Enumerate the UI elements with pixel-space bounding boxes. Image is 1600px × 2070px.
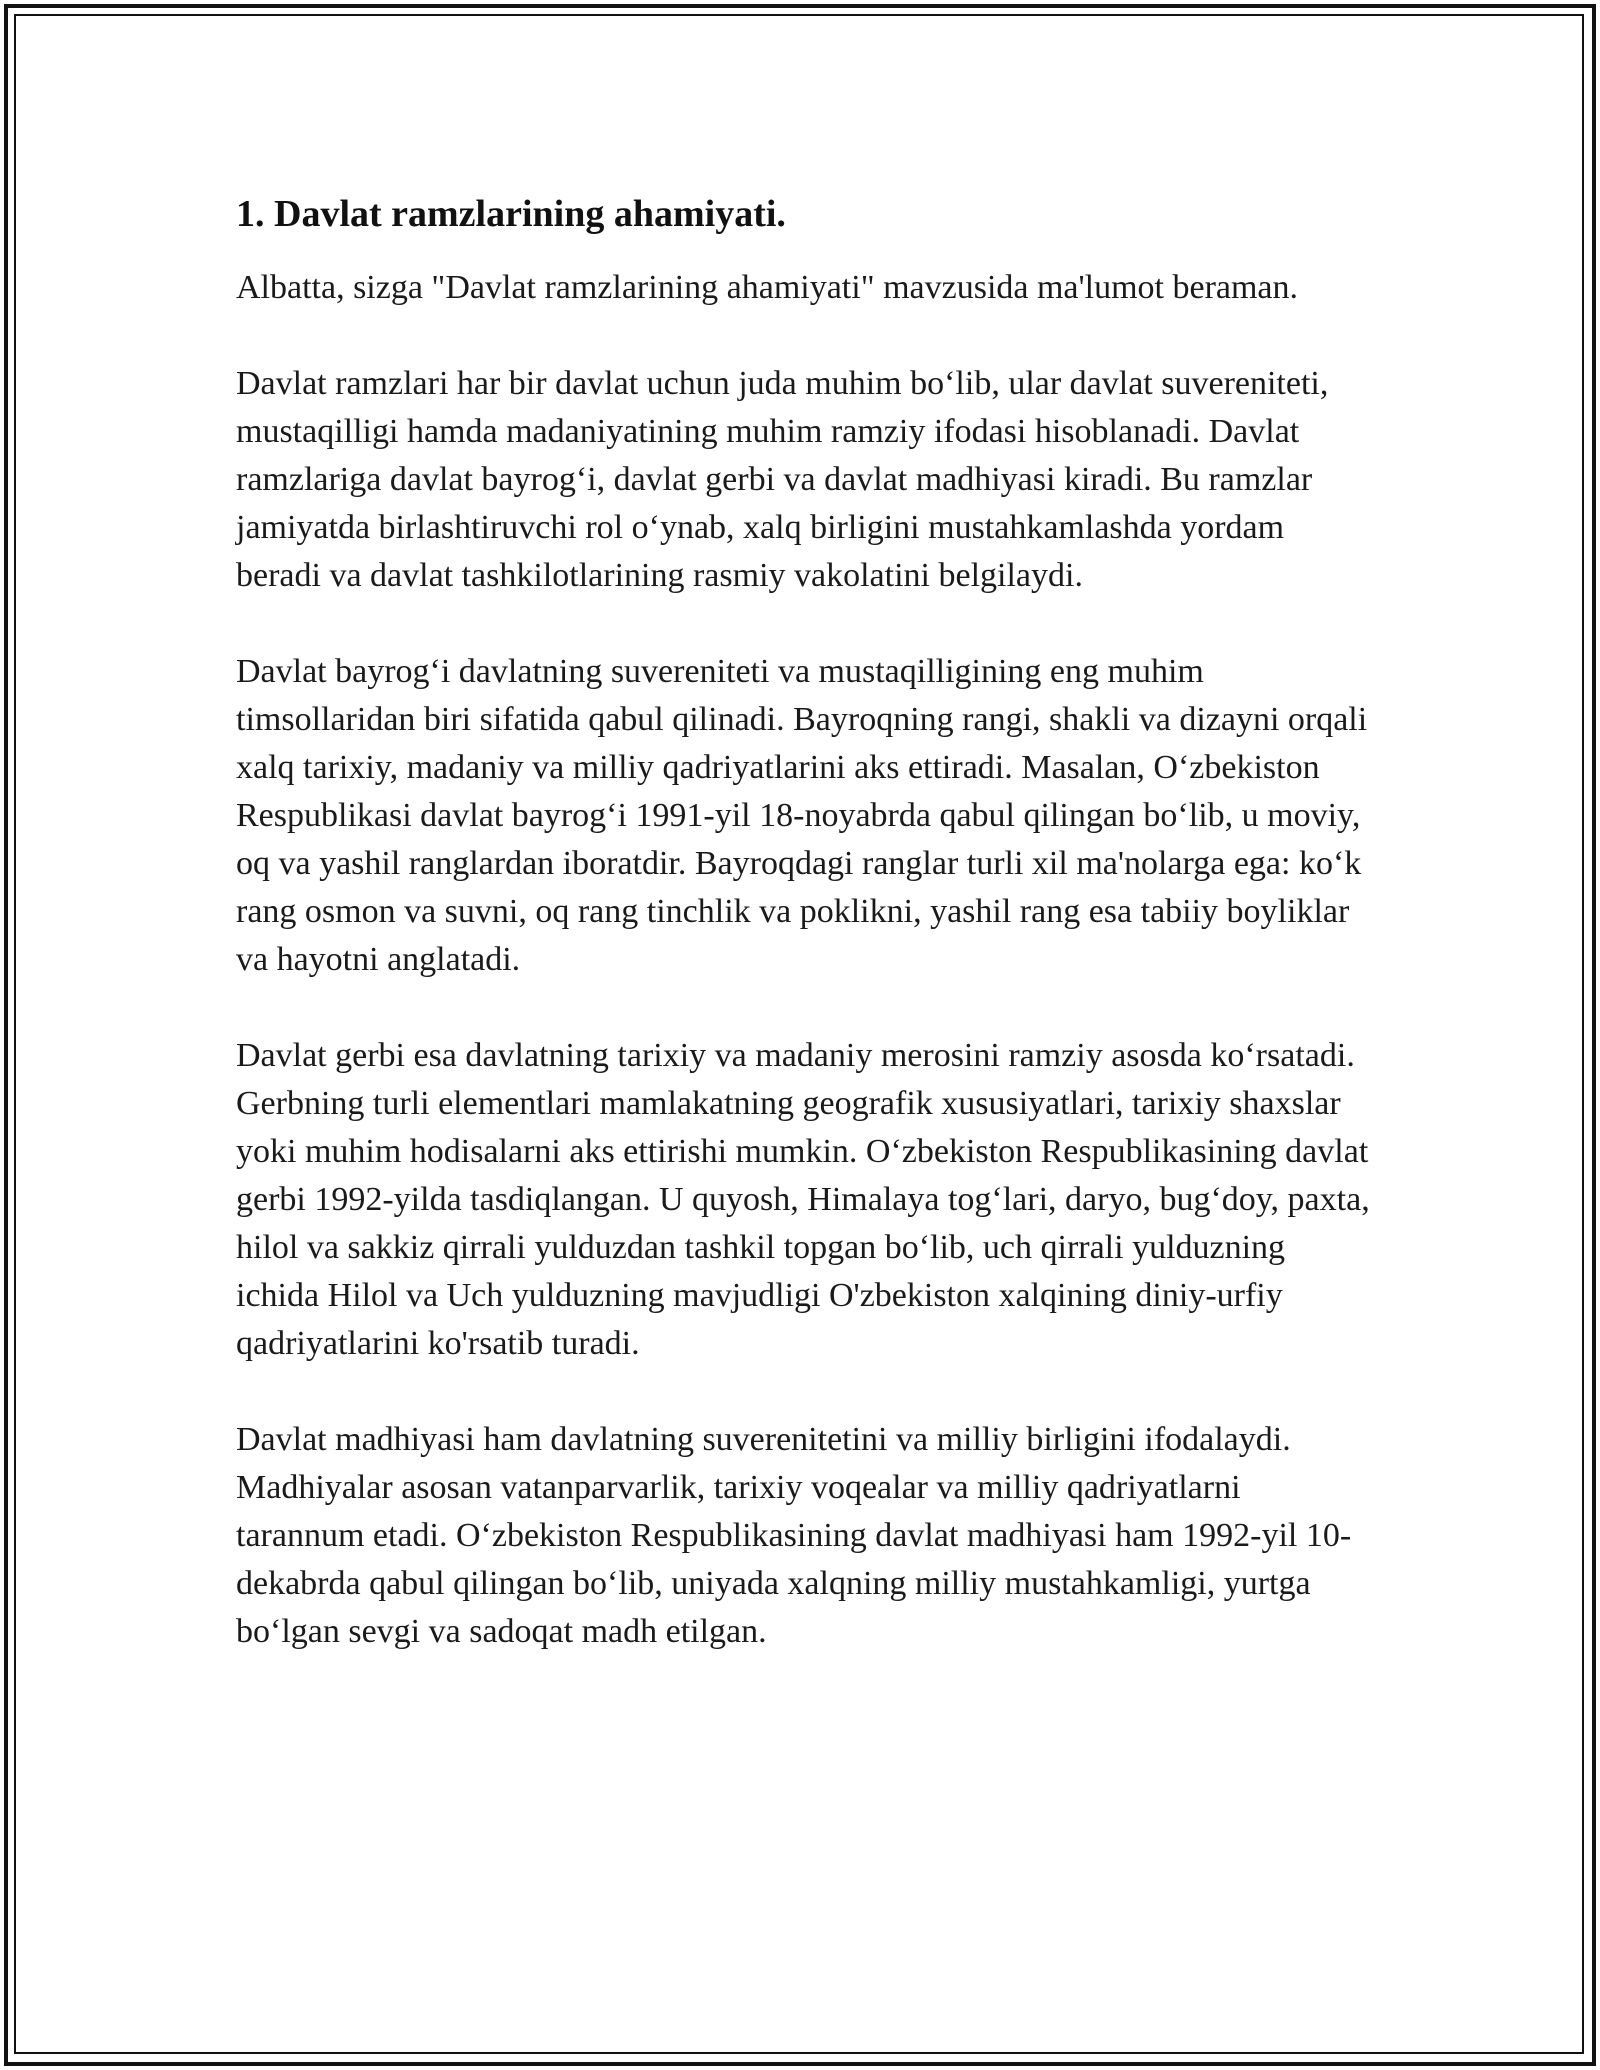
section-heading: 1. Davlat ramzlarining ahamiyati. (236, 193, 786, 235)
paragraph-state-symbols: Davlat ramzlari har bir davlat uchun juda muhim bo‘lib, ular davlat suvereniteti, mustaqilligi hamda madaniyatining muhim ramziy ifodasi hisoblanadi. Davlat ramzlariga davlat bayrog‘i, davlat gerbi va davlat madhiyasi kiradi. Bu ramzlar jamiyatda birlashtiruvchi rol o‘ynab, xalq birligini mustahkamlashda yordam beradi va davlat tashkilotlarining rasmiy vakolatini belgilaydi. (236, 365, 1329, 594)
document-body (236, 186, 1372, 1704)
paragraph-intro: Albatta, sizga "Davlat ramzlarining ahamiyati" mavzusida ma'lumot beraman. (236, 269, 1299, 306)
paragraph-flag: Davlat bayrog‘i davlatning suvereniteti va mustaqilligining eng muhim timsollaridan biri sifatida qabul qilinadi. Bayroqning rangi, shakli va dizayni orqali xalq tarixiy, madaniy va milliy qadriyatlarini aks ettiradi. Masalan, O‘zbekiston Respublikasi davlat bayrog‘i 1991-yil 18-noyabrda qabul qilingan bo‘lib, u moviy, oq va yashil ranglardan iboratdir. Bayroqdagi ranglar turli xil ma'nolarga ega: ko‘k rang osmon va suvni, oq rang tinchlik va poklikni, yashil rang esa tabiiy boyliklar va hayotni anglatadi. (236, 653, 1368, 978)
paragraph-anthem: Davlat madhiyasi ham davlatning suverenitetini va milliy birligini ifodalaydi. Madhiyalar asosan vatanparvarlik, tarixiy voqealar va milliy qadriyatlarni tarannum etadi. O‘zbekiston Respublikasining davlat madhiyasi ham 1992-yil 10-dekabrda qabul qilingan bo‘lib, uniyada xalqning milliy mustahkamligi, yurtga bo‘lgan sevgi va sadoqat madh etilgan. (236, 1421, 1352, 1650)
paragraph-coat-of-arms: Davlat gerbi esa davlatning tarixiy va madaniy merosini ramziy asosda ko‘rsatadi. Gerbning turli elementlari mamlakatning geografik xususiyatlari, tarixiy shaxslar yoki muhim hodisalarni aks ettirishi mumkin. O‘zbekiston Respublikasining davlat gerbi 1992-yilda tasdiqlangan. U quyosh, Himalaya tog‘lari, daryo, bug‘doy, paxta, hilol va sakkiz qirrali yulduzdan tashkil topgan bo‘lib, uch qirrali yulduzning ichida Hilol va Uch yulduzning mavjudligi O'zbekiston xalqining diniy-urfiy qadriyatlarini ko'rsatib turadi. (236, 1037, 1370, 1362)
